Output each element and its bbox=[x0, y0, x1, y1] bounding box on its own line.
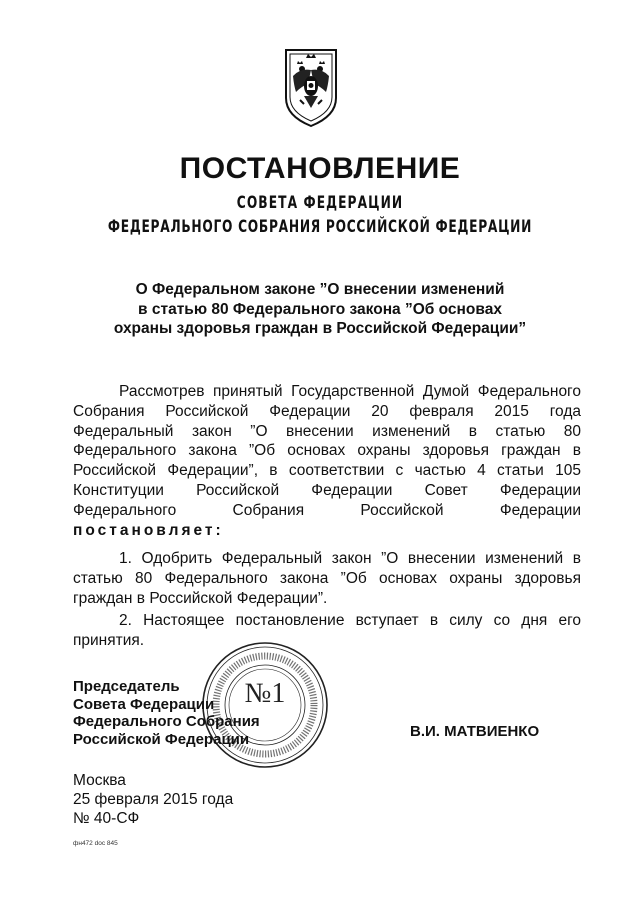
body-line: Российской Федерации”, в соответствии с частью 4 статьи 105 bbox=[73, 462, 581, 480]
city: Москва bbox=[73, 772, 126, 789]
body-line: Федерального закона ”Об основах охраны здоровья граждан в bbox=[73, 442, 581, 460]
footer-code: фн472 doc 845 bbox=[73, 840, 118, 847]
body-line: Собрания Российской Федерации 20 февраля 2015 года bbox=[73, 402, 581, 420]
signature-position bbox=[73, 678, 260, 748]
coat-of-arms-emblem-icon bbox=[282, 46, 340, 128]
body-paragraph-2 bbox=[73, 549, 581, 608]
date: 25 февраля 2015 года bbox=[73, 791, 234, 808]
subject-line: в статью 80 Федерального закона ”Об основах bbox=[138, 300, 502, 318]
body-line: Конституции Российской Федерации Совет Федерации bbox=[73, 481, 581, 499]
signer-name: В.И. МАТВИЕНКО bbox=[410, 723, 540, 740]
body-line: статью 80 Федерального закона ”Об основах охраны здоровья bbox=[73, 569, 581, 587]
resolves-word: постановляет: bbox=[73, 521, 224, 539]
body-line: 2. Настоящее постановление вступает в силу со дня его bbox=[119, 612, 581, 629]
body-line: граждан в Российской Федерации”. bbox=[73, 589, 328, 607]
subject-line: охраны здоровья граждан в Российской Федерации” bbox=[113, 320, 527, 337]
document-subtitle-line2: ФЕДЕРАЛЬНОГО СОБРАНИЯ РОССИЙСКОЙ ФЕДЕРАЦИИ bbox=[107, 217, 533, 237]
body-line: Рассмотрев принятый Государственной Думой Федерального bbox=[119, 383, 581, 400]
body-line: принятия. bbox=[73, 631, 145, 649]
body-line: Федерального Собрания Российской Федерации bbox=[73, 501, 581, 519]
body-line: Федеральный закон ”О внесении изменений в статью 80 bbox=[73, 422, 581, 440]
position-line: Совета Федерации bbox=[73, 695, 215, 713]
subject-line: О Федеральном законе ”О внесении изменений bbox=[135, 281, 505, 298]
position-line: Российской Федерации bbox=[73, 730, 250, 748]
position-line: Председатель bbox=[73, 678, 180, 695]
position-line: Федерального Собрания bbox=[73, 713, 260, 730]
stamp-number: №1 bbox=[244, 678, 286, 709]
body-paragraph-1 bbox=[73, 382, 581, 540]
document-title: ПОСТАНОВЛЕНИЕ bbox=[179, 152, 461, 185]
place-date-block bbox=[73, 771, 233, 828]
document-number: № 40-СФ bbox=[73, 810, 140, 827]
document-subtitle-line1: СОВЕТА ФЕДЕРАЦИИ bbox=[236, 193, 404, 213]
body-line: 1. Одобрить Федеральный закон ”О внесении изменений в bbox=[119, 550, 581, 567]
resolution-subject bbox=[70, 280, 570, 339]
